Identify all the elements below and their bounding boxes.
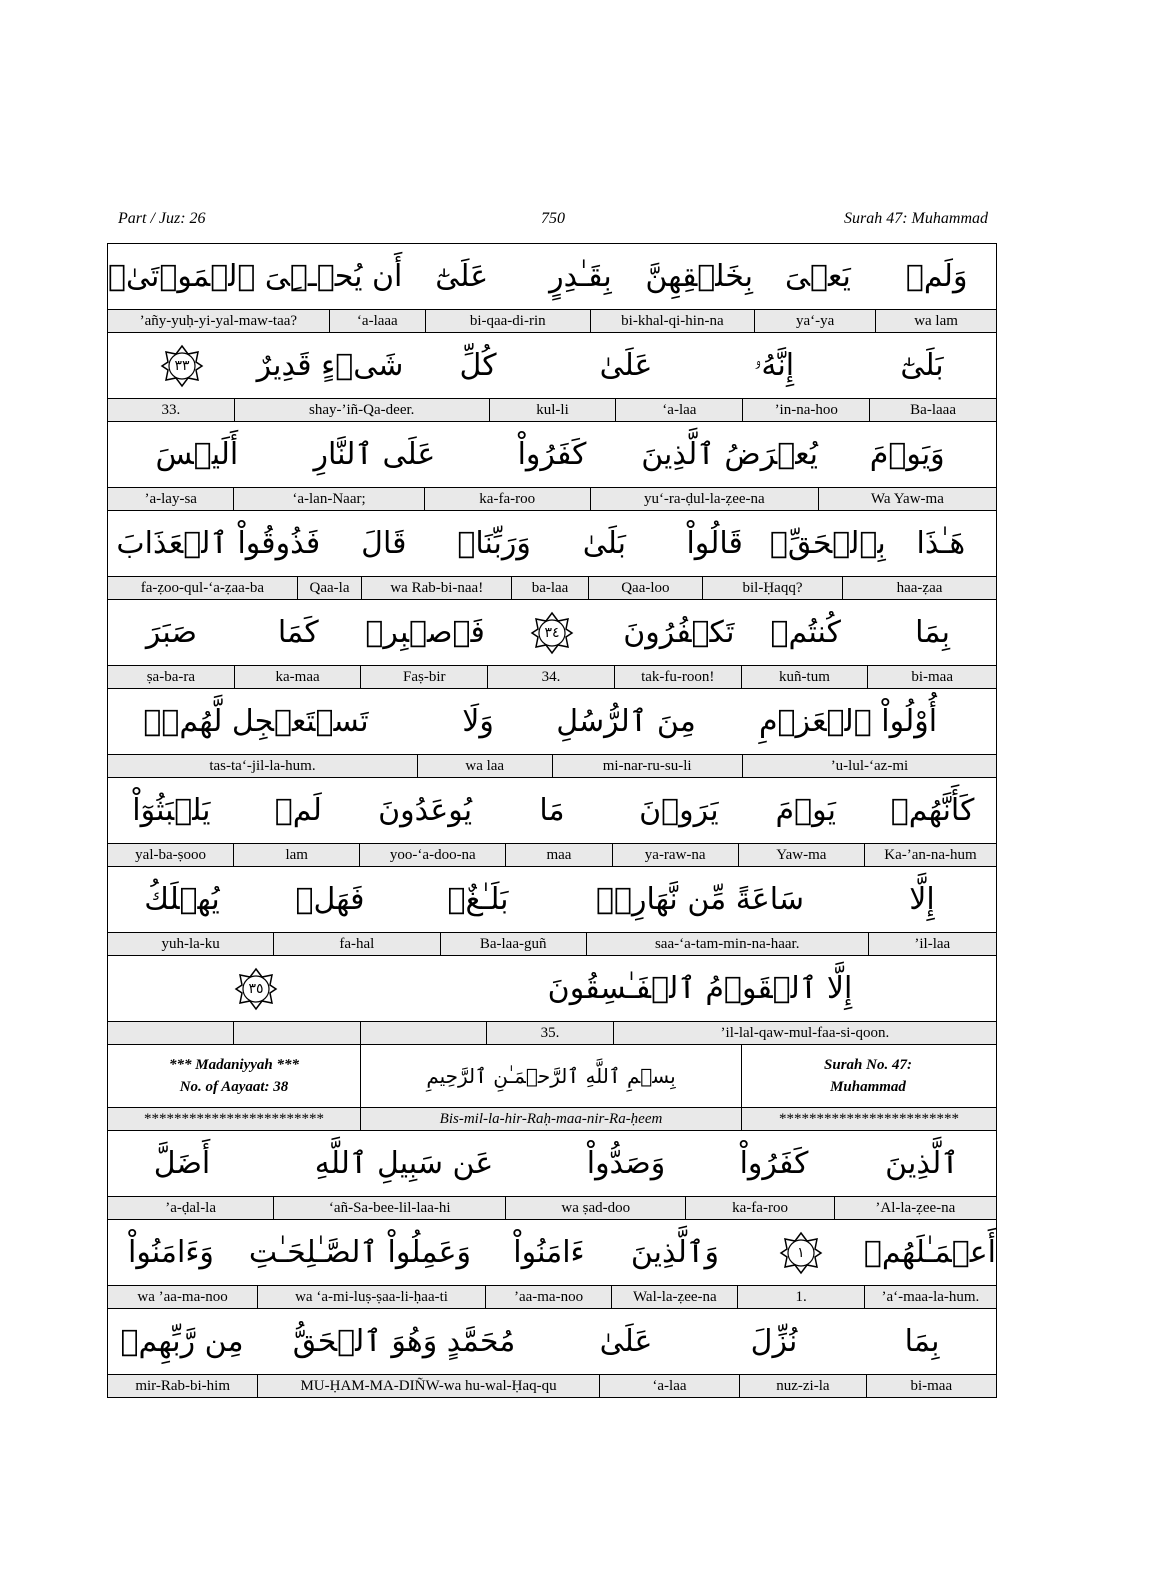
transliteration-cell: ya‘-ya: [754, 310, 875, 332]
surah-number: [742, 1045, 994, 1107]
transliteration-row: [108, 933, 996, 956]
arabic-word: شَىۡءٍ قَدِيرٌ: [256, 348, 404, 383]
ayah-number: ٣٥: [248, 980, 264, 997]
arabic-word: صَبَرَ: [145, 615, 197, 650]
ayah-number-badge: [234, 967, 278, 1011]
arabic-word: كَفَرُواْ: [739, 1146, 809, 1181]
transliteration-cell: wa ’aa-ma-noo: [137, 1288, 228, 1305]
transliteration-cell: ’a-lay-sa: [144, 490, 197, 507]
transliteration-row: [108, 666, 996, 689]
arabic-row: [108, 1131, 996, 1197]
ayah-marker-icon: [108, 333, 256, 398]
arabic-word: أَلَيۡسَ: [155, 437, 239, 472]
ayah-number: ٣٣: [174, 357, 190, 374]
transliteration-cell: 33.: [161, 401, 181, 418]
arabic-word: وَءَامَنُواْ: [128, 1235, 214, 1270]
arabic-word: عَلَى ٱلنَّارِ: [313, 437, 436, 472]
transliteration-cell: ka-fa-roo: [424, 488, 590, 510]
arabic-word: قَالَ: [361, 526, 407, 561]
transliteration-cell: tas-ta‘-jil-la-hum.: [209, 757, 316, 774]
transliteration-row: [108, 844, 996, 867]
page-number: 750: [541, 210, 565, 227]
arabic-word: إِلَّا: [909, 882, 935, 917]
transliteration-cell: ’aa-ma-noo: [485, 1286, 611, 1308]
transliteration-cell: ‘a-laaa: [329, 310, 425, 332]
transliteration-cell: wa ‘a-mi-luṣ-ṣaa-li-ḥaa-ti: [257, 1286, 485, 1308]
arabic-word: مُحَمَّدٍ وَهُوَ ٱلۡحَقُّ: [292, 1324, 516, 1359]
transliteration-cell: ‘a-laa: [615, 399, 742, 421]
arabic-word: وَلَمۡ: [905, 259, 968, 294]
transliteration-cell: shay-’iñ-Qa-deer.: [234, 399, 489, 421]
arabic-row: [108, 600, 996, 666]
transliteration-cell: bi-khal-qi-hin-na: [590, 310, 755, 332]
transliteration-row: [108, 577, 996, 600]
arabic-word: يُوعَدُونَ: [378, 793, 473, 828]
arabic-word: يَلۡبَثُوٓاْ: [132, 793, 211, 828]
arabic-word: يَرَوۡنَ: [639, 793, 719, 828]
arabic-word: بِقَـٰدِرٍ: [549, 259, 612, 294]
arabic-word: إِلَّا ٱلۡقَوۡمُ ٱلۡفَـٰسِقُونَ: [547, 971, 853, 1006]
transliteration-row: [108, 1375, 996, 1398]
arabic-word: عَلَىٰٓ: [435, 259, 489, 294]
arabic-row: [108, 956, 996, 1022]
transliteration-cell: Ba-laaa: [869, 399, 996, 421]
transliteration-cell: ‘a-laa: [599, 1375, 739, 1397]
arabic-word: وَيَوۡمَ: [869, 437, 945, 472]
transliteration-cell: bi-qaa-di-rin: [425, 310, 590, 332]
transliteration-cell: ’u-lul-‘az-mi: [742, 755, 996, 777]
transliteration-cell: ’il-laa: [868, 933, 996, 955]
transliteration-cell: ’in-na-hoo: [742, 399, 869, 421]
arabic-word: بِمَا: [915, 615, 950, 650]
transliteration-cell: ba-laa: [511, 577, 587, 599]
transliteration-cell: kuñ-tum: [741, 666, 868, 688]
transliteration-cell: maa: [505, 844, 611, 866]
arabic-row: [108, 511, 996, 577]
arabic-row: [108, 1220, 996, 1286]
arabic-row: [108, 422, 996, 488]
transliteration-cell: Faṣ-bir: [360, 666, 487, 688]
transliteration-row: [108, 755, 996, 778]
arabic-word: هَـٰذَا: [916, 526, 966, 561]
arabic-word: يَعۡىَ: [784, 259, 851, 294]
arabic-word: فَٱصۡبِرۡ: [365, 615, 485, 650]
ayah-marker-icon: [489, 600, 616, 665]
juz-label: Part / Juz: 26: [118, 210, 206, 227]
transliteration-cell: wa Rab-bi-naa!: [361, 577, 511, 599]
arabic-word: بَلَىٰٓ: [900, 348, 944, 383]
arabic-word: وَصَدُّواْ: [586, 1146, 666, 1181]
transliteration-cell: bi-maa: [867, 666, 996, 688]
transliteration-cell: ṣa-ba-ra: [146, 668, 195, 685]
transliteration-cell: Yaw-ma: [738, 844, 864, 866]
transliteration-cell: ’Al-la-ẓee-na: [834, 1197, 996, 1219]
ayah-number-badge: [779, 1231, 823, 1275]
transliteration-cell: ’añy-yuḥ-yi-yal-maw-taa?: [139, 312, 298, 329]
arabic-word: ءَامَنُواْ: [513, 1235, 585, 1270]
arabic-word: وَعَمِلُواْ ٱلصَّـٰلِحَـٰتِ: [248, 1235, 472, 1270]
arabic-word: ٱلَّذِينَ: [885, 1146, 959, 1181]
arabic-row: [108, 333, 996, 399]
transliteration-cell: ‘añ-Sa-bee-lil-laa-hi: [273, 1197, 505, 1219]
ayah-number-badge: [160, 344, 204, 388]
surah-no-label: Surah No. 47:: [824, 1057, 912, 1073]
arabic-word: كَمَا: [277, 615, 319, 650]
transliteration-cell: tak-fu-roon!: [614, 666, 741, 688]
transliteration-cell: ka-maa: [234, 666, 361, 688]
transliteration-cell: haa-ẓaa: [842, 577, 996, 599]
arabic-word: أَضَلَّ: [153, 1146, 211, 1181]
transliteration-row: [108, 310, 996, 333]
arabic-word: أَن يُحۡـِۧىَ ٱلۡمَوۡتَىٰۚ: [108, 259, 403, 294]
transliteration-cell: mir-Rab-bi-him: [135, 1377, 230, 1394]
bismillah-arabic: بِسۡمِ ٱللَّهِ ٱلرَّحۡمَـٰنِ ٱلرَّحِيمِ: [360, 1045, 742, 1107]
arabic-word: وَرَبِّنَاۚ: [457, 526, 531, 561]
arabic-row: [108, 867, 996, 933]
transliteration-cell: bil-Ḥaqq?: [702, 577, 842, 599]
bismillah-transliteration: Bis-mil-la-hir-Raḥ-maa-nir-Ra-ḥeem: [360, 1108, 741, 1130]
transliteration-cell: mi-nar-ru-su-li: [552, 755, 742, 777]
transliteration-cell: lam: [233, 844, 359, 866]
ayah-marker-icon: [738, 1220, 864, 1285]
arabic-word: بِخَلۡقِهِنَّ: [645, 259, 753, 294]
bismillah-transliteration-row: [108, 1108, 996, 1131]
arabic-word: يُعۡرَضُ ٱلَّذِينَ: [641, 437, 819, 472]
transliteration-cell: 35.: [486, 1022, 612, 1044]
transliteration-cell: nuz-zi-la: [739, 1375, 865, 1397]
transliteration-cell: yuh-la-ku: [161, 935, 220, 952]
transliteration-cell: fa-ẓoo-qul-‘a-ẓaa-ba: [140, 579, 264, 596]
arabic-word: أُوْلُواْ ٱلۡعَزۡمِ: [758, 704, 938, 739]
transliteration-cell: Qaa-loo: [588, 577, 702, 599]
arabic-word: عَلَىٰ: [599, 1324, 653, 1359]
arabic-word: لَمۡ: [274, 793, 322, 828]
quran-page-table: [107, 243, 997, 1398]
surah-name: Muhammad: [830, 1079, 906, 1095]
transliteration-cell: fa-hal: [273, 933, 439, 955]
transliteration-cell: [233, 1022, 359, 1044]
page-header: [118, 210, 988, 234]
ayah-number-badge: [530, 611, 574, 655]
transliteration-cell: MU-ḤAM-MA-DIÑW-wa hu-wal-Ḥaq-qu: [257, 1375, 598, 1397]
transliteration-cell: ’il-lal-qaw-mul-faa-si-qoon.: [613, 1022, 996, 1044]
arabic-row: [108, 689, 996, 755]
arabic-word: مَا: [539, 793, 565, 828]
arabic-word: كُلِّ: [459, 348, 497, 383]
arabic-word: إِنَّهُۥ: [753, 348, 795, 383]
arabic-word: بِٱلۡحَقِّۖ: [769, 526, 886, 561]
transliteration-cell: wa laa: [417, 755, 552, 777]
transliteration-cell: ka-fa-roo: [685, 1197, 833, 1219]
transliteration-row: [108, 1286, 996, 1309]
transliteration-cell: wa ṣad-doo: [505, 1197, 685, 1219]
arabic-word: وَٱلَّذِينَ: [630, 1235, 719, 1270]
arabic-word: يُهۡلَكُ: [144, 882, 220, 917]
ayah-number: ١: [797, 1244, 805, 1261]
transliteration-cell: kul-li: [489, 399, 616, 421]
arabic-word: سَاعَةً مِّن نَّهَارِۭۚ: [595, 882, 805, 917]
transliteration-cell: Ba-laa-guñ: [440, 933, 586, 955]
stars-right: ************************: [741, 1108, 996, 1130]
arabic-word: كَأَنَّهُمۡ: [890, 793, 975, 828]
transliteration-cell: ’a‘-maa-la-hum.: [864, 1286, 996, 1308]
aayaat-count: No. of Aayaat: 38: [179, 1079, 289, 1095]
arabic-word: بِمَا: [904, 1324, 940, 1359]
transliteration-cell: saa-‘a-tam-min-na-haar.: [586, 933, 868, 955]
stars-left: ************************: [144, 1110, 324, 1127]
transliteration-cell: 1.: [737, 1286, 863, 1308]
arabic-word: فَهَلۡ: [295, 882, 365, 917]
arabic-word: يَوۡمَ: [775, 793, 836, 828]
arabic-word: تَسۡتَعۡجِل لَّهُمۡۚ: [143, 704, 369, 739]
transliteration-cell: Wa Yaw-ma: [818, 488, 996, 510]
arabic-word: تَكۡفُرُونَ: [623, 615, 735, 650]
surah-label: Surah 47: Muhammad: [844, 210, 988, 227]
ayah-marker-icon: [108, 956, 404, 1021]
transliteration-cell: 34.: [487, 666, 614, 688]
transliteration-cell: wa lam: [875, 310, 996, 332]
transliteration-row: [108, 1197, 996, 1220]
arabic-word: بَلَـٰغٌۚ: [447, 882, 509, 917]
transliteration-cell: ’a-ḍal-la: [165, 1199, 217, 1216]
transliteration-cell: ya-raw-na: [612, 844, 738, 866]
transliteration-cell: Ka-’an-na-hum: [864, 844, 996, 866]
transliteration-row: [108, 1022, 996, 1045]
ayah-number: ٣٤: [544, 624, 560, 641]
arabic-word: وَلَا: [462, 704, 494, 739]
arabic-word: عَن سَبِيلِ ٱللَّهِ: [314, 1146, 494, 1181]
transliteration-cell: yal-ba-ṣooo: [135, 846, 206, 863]
arabic-word: بَلَىٰ: [582, 526, 627, 561]
transliteration-cell: Wal-la-ẓee-na: [611, 1286, 737, 1308]
transliteration-row: [108, 399, 996, 422]
arabic-row: [108, 778, 996, 844]
transliteration-cell: ‘a-lan-Naar;: [233, 488, 423, 510]
transliteration-cell: yu‘-ra-ḍul-la-ẓee-na: [590, 488, 818, 510]
arabic-word: مِنَ ٱلرُّسُلِ: [556, 704, 696, 739]
surah-meta: [108, 1045, 360, 1107]
transliteration-cell: Qaa-la: [297, 577, 362, 599]
arabic-word: نُزِّلَ: [750, 1324, 798, 1359]
transliteration-cell: bi-maa: [866, 1375, 996, 1397]
transliteration-row: [108, 488, 996, 511]
arabic-word: أَعۡمَـٰلَهُمۡ: [863, 1235, 996, 1270]
arabic-word: كُنتُمۡ: [770, 615, 841, 650]
arabic-word: عَلَىٰ: [599, 348, 653, 383]
transliteration-cell: [360, 1022, 486, 1044]
transliteration-cell: yoo-‘a-doo-na: [359, 844, 505, 866]
surah-info-block: [108, 1045, 996, 1108]
transliteration-cell: [108, 1022, 233, 1044]
arabic-row: [108, 244, 996, 310]
arabic-word: فَذُوقُواْ ٱلۡعَذَابَ: [116, 526, 321, 561]
arabic-word: قَالُواْ: [686, 526, 743, 561]
arabic-word: كَفَرُواْ: [517, 437, 587, 472]
arabic-word: مِن رَّبِّهِمۡ: [120, 1324, 244, 1359]
madaniyyah-label: *** Madaniyyah ***: [168, 1057, 299, 1073]
arabic-row: [108, 1309, 996, 1375]
